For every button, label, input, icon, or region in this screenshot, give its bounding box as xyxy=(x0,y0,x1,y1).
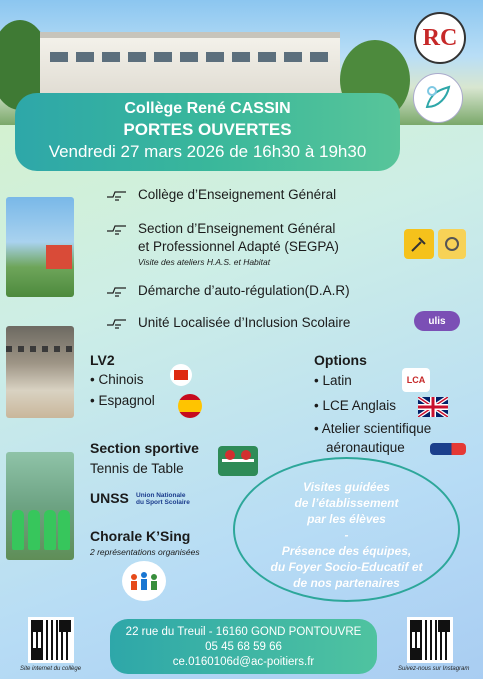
option-english: • LCE Anglais xyxy=(314,398,397,413)
china-flag-icon xyxy=(170,364,192,386)
college-logo: RC xyxy=(414,12,466,64)
ping-pong-icon xyxy=(218,446,258,476)
contact-box xyxy=(110,619,377,674)
habitat-icon xyxy=(438,229,466,259)
address: 22 rue du Treuil - 16160 GOND PONTOUVRE xyxy=(125,626,362,638)
uk-flag-icon xyxy=(418,397,448,417)
ulis-logo: ulis xyxy=(414,311,460,331)
lv2-heading: LV2 xyxy=(90,352,115,368)
program-ulis: Unité Localisée d’Inclusion Scolaire xyxy=(106,314,350,332)
option-aero: • Atelier scientifique xyxy=(314,421,432,436)
choir-icon xyxy=(122,561,166,601)
workshop-icon xyxy=(404,229,434,259)
event-date: Vendredi 27 mars 2026 de 16h30 à 19h30 xyxy=(48,142,367,161)
website-qr-caption: Site internet du collège xyxy=(20,666,82,672)
website-qr-code[interactable] xyxy=(28,617,74,663)
leaf-icon xyxy=(421,81,455,115)
program-cge: Collège d’Enseignement Général xyxy=(106,186,336,204)
lv2-chinese: • Chinois xyxy=(90,372,144,387)
title-banner xyxy=(15,93,400,171)
instagram-qr-caption: Suivez-nous sur Instagram xyxy=(398,666,470,672)
program-segpa: Section d’Enseignement Général et Professionnel Adapté (SEGPA) Visite des ateliers H.A.S. et Habitat xyxy=(106,220,339,268)
school-name: Collège René CASSIN xyxy=(124,100,291,117)
lca-logo: LCA xyxy=(402,368,430,392)
visits-oval: Visites guidées de l’établissement par les élèves - Présence des équipes, du Foyer Socio-Educatif et de nos partenaires xyxy=(233,457,460,602)
option-latin: • Latin xyxy=(314,373,352,388)
options-heading: Options xyxy=(314,352,367,368)
unss-logo: Union Nationale du Sport Scolaire xyxy=(136,492,190,506)
pointing-hand-icon xyxy=(106,316,128,330)
event-title: PORTES OUVERTES xyxy=(123,120,292,139)
option-aero-2: aéronautique xyxy=(326,440,405,455)
chorale-sub: 2 représentations organisées xyxy=(90,547,200,557)
sport-item: Tennis de Table xyxy=(90,461,184,476)
phone: 05 45 68 59 66 xyxy=(205,641,282,653)
spain-flag-icon xyxy=(178,394,202,418)
lv2-spanish: • Espagnol xyxy=(90,393,155,408)
pointing-hand-icon xyxy=(106,284,128,298)
pointing-hand-icon xyxy=(106,188,128,202)
unss-heading: UNSS xyxy=(90,490,129,506)
program-dar: Démarche d’auto-régulation(D.A.R) xyxy=(106,282,350,300)
email[interactable]: ce.0160106d@ac-poitiers.fr xyxy=(172,656,315,668)
instagram-qr-code[interactable] xyxy=(407,617,453,663)
courtyard-photo xyxy=(6,197,74,297)
chorale-heading: Chorale K’Sing xyxy=(90,528,191,544)
patio-photo xyxy=(6,326,74,418)
partner-logo xyxy=(413,73,463,123)
students-photo xyxy=(6,452,74,560)
sport-heading: Section sportive xyxy=(90,440,199,456)
bia-logo xyxy=(430,443,466,455)
pointing-hand-icon xyxy=(106,222,128,236)
